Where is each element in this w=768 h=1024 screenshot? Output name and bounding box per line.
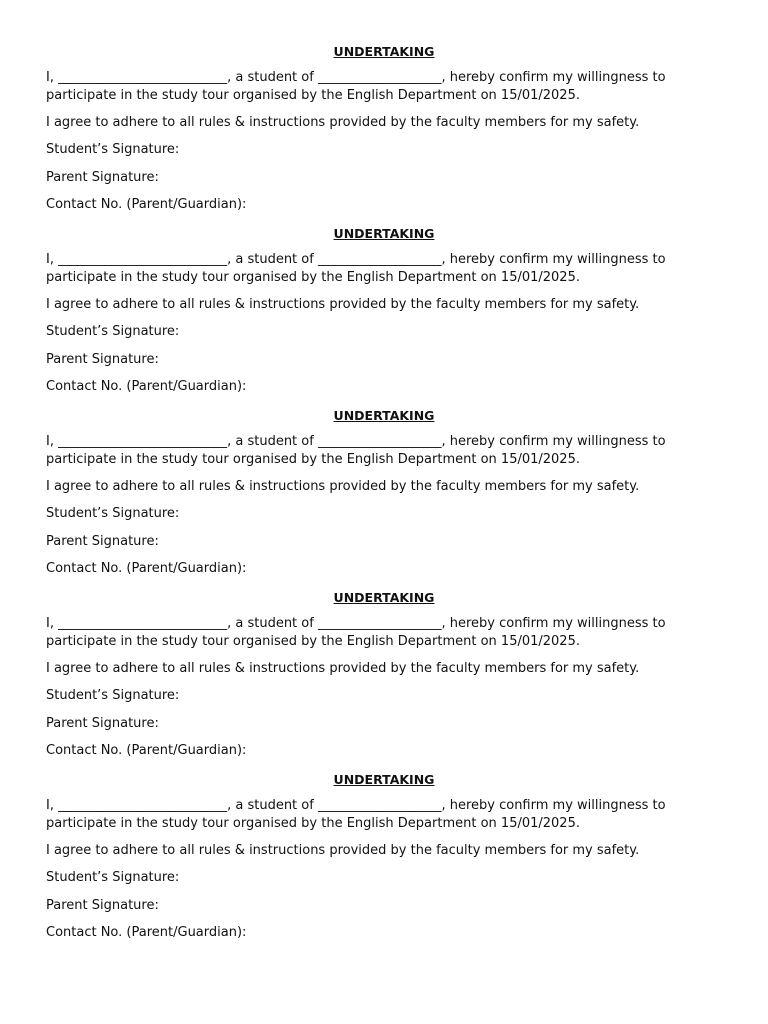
confirmation-line-2: participate in the study tour organised by the English Department on 15/01/2025. bbox=[46, 816, 580, 831]
student-signature-label: Student’s Signature: bbox=[46, 506, 180, 521]
contact-number-label: Contact No. (Parent/Guardian): bbox=[46, 379, 247, 394]
contact-number-label: Contact No. (Parent/Guardian): bbox=[46, 743, 247, 758]
confirmation-line-1: I, __________________________, a student of ___________________, hereby confirm my willingness to bbox=[46, 798, 666, 813]
student-signature-label: Student’s Signature: bbox=[46, 324, 180, 339]
agreement-text: I agree to adhere to all rules & instructions provided by the faculty members for my safety. bbox=[46, 297, 640, 312]
confirmation-line-1: I, __________________________, a student of ___________________, hereby confirm my willingness to bbox=[46, 70, 666, 85]
confirmation-line-1: I, __________________________, a student of ___________________, hereby confirm my willingness to bbox=[46, 616, 666, 631]
undertaking-title: UNDERTAKING bbox=[333, 44, 435, 59]
undertaking-title: UNDERTAKING bbox=[333, 226, 435, 241]
contact-number-label: Contact No. (Parent/Guardian): bbox=[46, 561, 247, 576]
student-signature-label: Student’s Signature: bbox=[46, 870, 180, 885]
agreement-text: I agree to adhere to all rules & instructions provided by the faculty members for my safety. bbox=[46, 479, 640, 494]
student-signature-label: Student’s Signature: bbox=[46, 688, 180, 703]
agreement-text: I agree to adhere to all rules & instructions provided by the faculty members for my safety. bbox=[46, 843, 640, 858]
confirmation-line-2: participate in the study tour organised by the English Department on 15/01/2025. bbox=[46, 270, 580, 285]
confirmation-line-2: participate in the study tour organised by the English Department on 15/01/2025. bbox=[46, 452, 580, 467]
parent-signature-label: Parent Signature: bbox=[46, 352, 159, 367]
contact-number-label: Contact No. (Parent/Guardian): bbox=[46, 925, 247, 940]
contact-number-label: Contact No. (Parent/Guardian): bbox=[46, 197, 247, 212]
undertaking-title: UNDERTAKING bbox=[333, 408, 435, 423]
confirmation-line-1: I, __________________________, a student of ___________________, hereby confirm my willingness to bbox=[46, 252, 666, 267]
confirmation-line-1: I, __________________________, a student of ___________________, hereby confirm my willingness to bbox=[46, 434, 666, 449]
undertaking-title: UNDERTAKING bbox=[333, 590, 435, 605]
student-signature-label: Student’s Signature: bbox=[46, 142, 180, 157]
parent-signature-label: Parent Signature: bbox=[46, 898, 159, 913]
parent-signature-label: Parent Signature: bbox=[46, 716, 159, 731]
parent-signature-label: Parent Signature: bbox=[46, 170, 159, 185]
undertaking-title: UNDERTAKING bbox=[333, 772, 435, 787]
confirmation-line-2: participate in the study tour organised by the English Department on 15/01/2025. bbox=[46, 634, 580, 649]
parent-signature-label: Parent Signature: bbox=[46, 534, 159, 549]
confirmation-line-2: participate in the study tour organised by the English Department on 15/01/2025. bbox=[46, 88, 580, 103]
agreement-text: I agree to adhere to all rules & instructions provided by the faculty members for my safety. bbox=[46, 115, 640, 130]
agreement-text: I agree to adhere to all rules & instructions provided by the faculty members for my safety. bbox=[46, 661, 640, 676]
